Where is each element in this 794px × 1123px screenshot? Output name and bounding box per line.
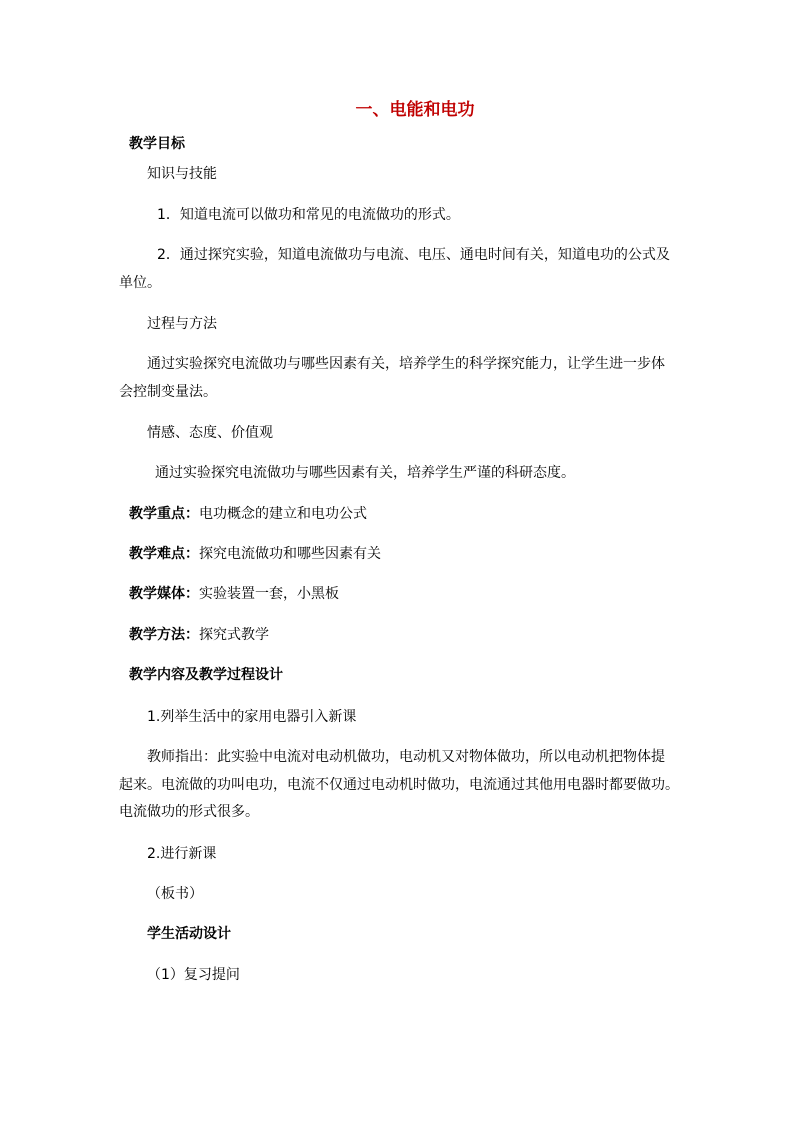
media-label: 教学媒体：: [129, 586, 199, 602]
teacher-text-line-1: 教师指出：此实验中电流对电动机做功，电动机又对物体做功，所以电动机把物体提: [147, 749, 665, 765]
media: [129, 585, 339, 603]
knowledge-item-2-line-2: 单位。: [119, 275, 161, 291]
key-point: [129, 505, 367, 523]
objectives-heading: 教学目标: [129, 136, 185, 152]
review-item: （1）复习提问: [147, 967, 240, 983]
process-text-line-2: 会控制变量法。: [119, 384, 217, 400]
difficulty-label: 教学难点：: [129, 546, 199, 562]
knowledge-heading: 知识与技能: [147, 166, 217, 182]
method-label: 教学方法：: [129, 627, 199, 643]
teacher-text-line-2: 起来。电流做的功叫电功，电流不仅通过电动机时做功，电流通过其他用电器时都要做功。: [119, 777, 679, 793]
step-1: 1.列举生活中的家用电器引入新课: [147, 709, 357, 725]
key-point-value: 电功概念的建立和电功公式: [199, 506, 367, 522]
content-heading: 教学内容及教学过程设计: [129, 667, 283, 683]
process-heading: 过程与方法: [147, 316, 217, 332]
difficulty: [129, 545, 381, 563]
knowledge-item-2-line-1: 2．通过探究实验，知道电流做功与电流、电压、通电时间有关，知道电功的公式及: [157, 247, 670, 263]
difficulty-value: 探究电流做功和哪些因素有关: [199, 546, 381, 562]
knowledge-item-1: 1．知道电流可以做功和常见的电流做功的形式。: [157, 207, 460, 223]
board-note: （板书）: [147, 886, 203, 902]
step-2: 2.进行新课: [147, 846, 217, 862]
key-point-label: 教学重点：: [129, 506, 199, 522]
activity-heading: 学生活动设计: [147, 926, 231, 942]
emotion-heading: 情感、态度、价值观: [147, 425, 273, 441]
teacher-text-line-3: 电流做功的形式很多。: [119, 804, 259, 820]
media-value: 实验装置一套，小黑板: [199, 586, 339, 602]
document-title: 一、电能和电功: [355, 100, 475, 120]
method: [129, 626, 269, 644]
process-text-line-1: 通过实验探究电流做功与哪些因素有关，培养学生的科学探究能力，让学生进一步体: [147, 356, 665, 372]
method-value: 探究式教学: [199, 627, 269, 643]
emotion-text: 通过实验探究电流做功与哪些因素有关，培养学生严谨的科研态度。: [155, 465, 575, 481]
